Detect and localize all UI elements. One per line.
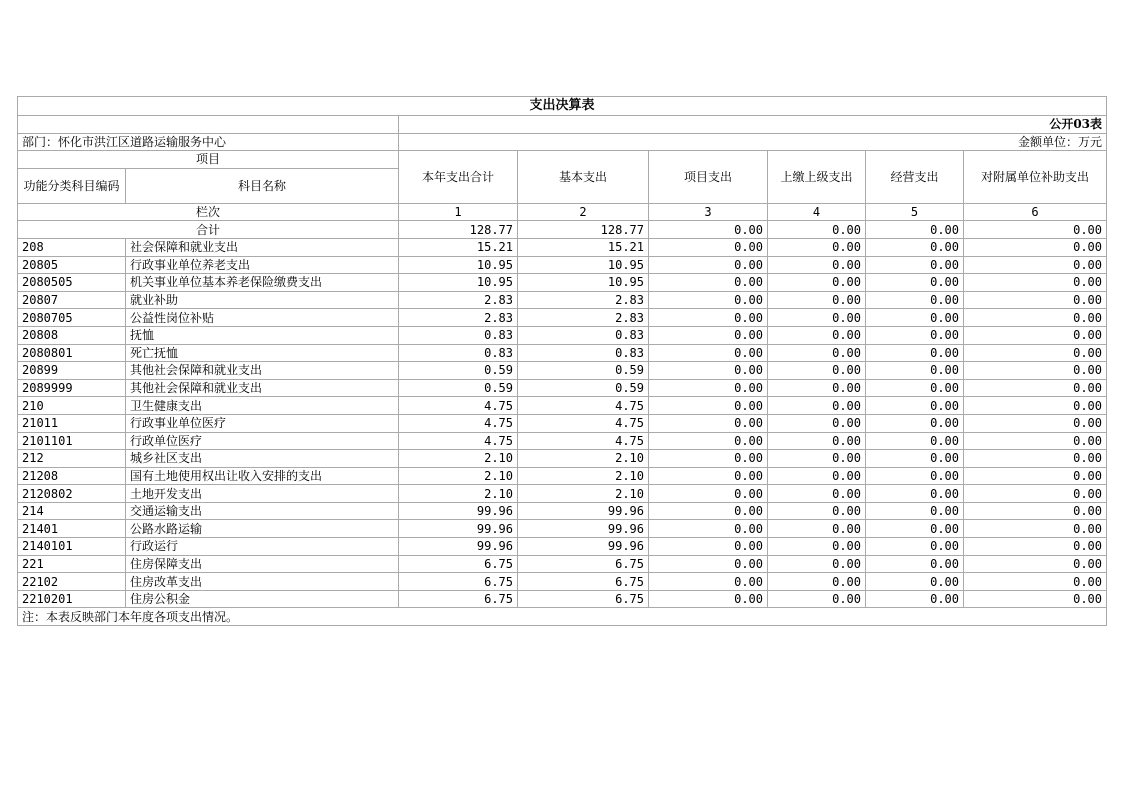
col-header-upper: 上缴上级支出 <box>768 151 866 204</box>
amount-cell: 0.00 <box>964 520 1107 538</box>
amount-cell: 99.96 <box>518 520 649 538</box>
amount-cell: 0.00 <box>768 238 866 256</box>
item-header: 项目 <box>18 151 399 169</box>
amount-cell: 0.00 <box>866 485 964 503</box>
amount-cell: 0.59 <box>399 379 518 397</box>
amount-cell: 0.00 <box>866 555 964 573</box>
amount-cell: 0.00 <box>964 502 1107 520</box>
subject-code-cell: 2080801 <box>18 344 126 362</box>
amount-cell: 0.00 <box>964 538 1107 556</box>
subject-name-cell: 土地开发支出 <box>126 485 399 503</box>
amount-cell: 0.00 <box>649 450 768 468</box>
amount-cell: 6.75 <box>399 555 518 573</box>
amount-cell: 0.00 <box>768 520 866 538</box>
amount-cell: 6.75 <box>518 555 649 573</box>
amount-cell: 0.00 <box>649 432 768 450</box>
amount-cell: 0.00 <box>964 274 1107 292</box>
amount-cell: 99.96 <box>518 502 649 520</box>
table-row <box>18 414 1107 432</box>
title-row <box>18 97 1107 116</box>
column-index-label: 栏次 <box>18 203 399 221</box>
amount-cell: 0.00 <box>964 573 1107 591</box>
table-row <box>18 326 1107 344</box>
amount-cell: 2.10 <box>399 485 518 503</box>
amount-cell: 0.00 <box>649 520 768 538</box>
table-title: 支出决算表 <box>18 97 1107 116</box>
amount-cell: 0.83 <box>399 326 518 344</box>
amount-cell: 0.00 <box>768 291 866 309</box>
amount-cell: 0.59 <box>518 379 649 397</box>
amount-cell: 0.00 <box>649 362 768 380</box>
amount-cell: 0.59 <box>518 362 649 380</box>
total-value-cell: 0.00 <box>768 221 866 239</box>
amount-cell: 0.00 <box>649 573 768 591</box>
amount-cell: 0.00 <box>649 291 768 309</box>
amount-cell: 99.96 <box>518 538 649 556</box>
total-row <box>18 221 1107 239</box>
subject-name-cell: 公益性岗位补贴 <box>126 309 399 327</box>
amount-cell: 0.00 <box>649 256 768 274</box>
subject-code-cell: 212 <box>18 450 126 468</box>
amount-cell: 4.75 <box>518 414 649 432</box>
col-header-basic: 基本支出 <box>518 151 649 204</box>
col-header-project: 项目支出 <box>649 151 768 204</box>
subject-name-cell: 行政单位医疗 <box>126 432 399 450</box>
amount-cell: 0.00 <box>866 397 964 415</box>
table-row <box>18 538 1107 556</box>
total-label: 合计 <box>18 221 399 239</box>
subject-name-cell: 城乡社区支出 <box>126 450 399 468</box>
amount-cell: 0.59 <box>399 362 518 380</box>
amount-cell: 0.00 <box>964 467 1107 485</box>
subject-code-cell: 20808 <box>18 326 126 344</box>
amount-cell: 2.10 <box>399 467 518 485</box>
amount-cell: 0.00 <box>768 485 866 503</box>
amount-cell: 0.00 <box>866 379 964 397</box>
amount-cell: 0.00 <box>866 590 964 608</box>
amount-cell: 0.00 <box>768 274 866 292</box>
form-number: 公开03表 <box>399 116 1107 134</box>
table-row <box>18 573 1107 591</box>
amount-cell: 99.96 <box>399 538 518 556</box>
amount-cell: 0.00 <box>649 397 768 415</box>
total-value-cell: 0.00 <box>964 221 1107 239</box>
table-row <box>18 397 1107 415</box>
subject-name-cell: 公路水路运输 <box>126 520 399 538</box>
total-value-cell: 128.77 <box>518 221 649 239</box>
column-index-row <box>18 203 1107 221</box>
amount-cell: 0.00 <box>866 256 964 274</box>
amount-cell: 2.83 <box>399 291 518 309</box>
amount-cell: 0.00 <box>768 309 866 327</box>
name-header: 科目名称 <box>126 168 399 203</box>
amount-cell: 0.00 <box>768 450 866 468</box>
unit-label: 金额单位：万元 <box>399 133 1107 151</box>
amount-cell: 99.96 <box>399 520 518 538</box>
amount-cell: 0.00 <box>866 573 964 591</box>
subject-name-cell: 卫生健康支出 <box>126 397 399 415</box>
amount-cell: 0.00 <box>964 309 1107 327</box>
amount-cell: 0.00 <box>768 555 866 573</box>
amount-cell: 0.00 <box>964 326 1107 344</box>
subject-name-cell: 其他社会保障和就业支出 <box>126 379 399 397</box>
subject-code-cell: 2210201 <box>18 590 126 608</box>
amount-cell: 6.75 <box>518 590 649 608</box>
amount-cell: 2.10 <box>518 467 649 485</box>
subject-code-cell: 221 <box>18 555 126 573</box>
amount-cell: 4.75 <box>399 397 518 415</box>
amount-cell: 0.00 <box>768 538 866 556</box>
header-row-1 <box>18 151 1107 169</box>
amount-cell: 0.00 <box>768 467 866 485</box>
table-row <box>18 555 1107 573</box>
amount-cell: 0.00 <box>964 555 1107 573</box>
amount-cell: 0.00 <box>649 379 768 397</box>
amount-cell: 0.00 <box>964 379 1107 397</box>
subject-name-cell: 住房改革支出 <box>126 573 399 591</box>
amount-cell: 0.00 <box>768 379 866 397</box>
amount-cell: 0.00 <box>649 502 768 520</box>
amount-cell: 0.00 <box>866 291 964 309</box>
amount-cell: 4.75 <box>518 432 649 450</box>
table-row <box>18 291 1107 309</box>
table-row <box>18 344 1107 362</box>
subject-code-cell: 20899 <box>18 362 126 380</box>
amount-cell: 0.00 <box>866 309 964 327</box>
subject-name-cell: 行政事业单位医疗 <box>126 414 399 432</box>
table-row <box>18 450 1107 468</box>
department-label: 部门：怀化市洪江区道路运输服务中心 <box>18 133 399 151</box>
subject-name-cell: 行政运行 <box>126 538 399 556</box>
amount-cell: 0.00 <box>866 450 964 468</box>
amount-cell: 0.00 <box>964 397 1107 415</box>
column-index-cell: 6 <box>964 203 1107 221</box>
amount-cell: 0.00 <box>866 538 964 556</box>
amount-cell: 0.00 <box>964 238 1107 256</box>
subject-code-cell: 2120802 <box>18 485 126 503</box>
amount-cell: 0.83 <box>399 344 518 362</box>
amount-cell: 10.95 <box>518 256 649 274</box>
amount-cell: 0.00 <box>768 256 866 274</box>
amount-cell: 0.00 <box>649 344 768 362</box>
amount-cell: 0.00 <box>768 397 866 415</box>
table-row <box>18 485 1107 503</box>
amount-cell: 0.00 <box>964 344 1107 362</box>
subject-code-cell: 214 <box>18 502 126 520</box>
subject-code-cell: 210 <box>18 397 126 415</box>
subject-name-cell: 社会保障和就业支出 <box>126 238 399 256</box>
form-number-row <box>18 116 1107 134</box>
column-index-cell: 1 <box>399 203 518 221</box>
amount-cell: 0.00 <box>964 590 1107 608</box>
subject-name-cell: 交通运输支出 <box>126 502 399 520</box>
amount-cell: 99.96 <box>399 502 518 520</box>
amount-cell: 0.00 <box>649 414 768 432</box>
subject-name-cell: 国有土地使用权出让收入安排的支出 <box>126 467 399 485</box>
subject-code-cell: 2089999 <box>18 379 126 397</box>
amount-cell: 0.00 <box>768 414 866 432</box>
amount-cell: 0.83 <box>518 344 649 362</box>
amount-cell: 0.83 <box>518 326 649 344</box>
subject-name-cell: 就业补助 <box>126 291 399 309</box>
amount-cell: 0.00 <box>649 590 768 608</box>
column-index-cell: 3 <box>649 203 768 221</box>
amount-cell: 2.83 <box>518 291 649 309</box>
table-row <box>18 379 1107 397</box>
amount-cell: 0.00 <box>768 502 866 520</box>
amount-cell: 4.75 <box>399 414 518 432</box>
amount-cell: 6.75 <box>399 573 518 591</box>
amount-cell: 0.00 <box>964 291 1107 309</box>
table-row <box>18 362 1107 380</box>
note-row <box>18 608 1107 626</box>
amount-cell: 0.00 <box>649 274 768 292</box>
amount-cell: 0.00 <box>768 362 866 380</box>
amount-cell: 2.83 <box>518 309 649 327</box>
amount-cell: 0.00 <box>964 485 1107 503</box>
subject-code-cell: 21401 <box>18 520 126 538</box>
amount-cell: 0.00 <box>964 362 1107 380</box>
subject-name-cell: 死亡抚恤 <box>126 344 399 362</box>
subject-name-cell: 住房保障支出 <box>126 555 399 573</box>
table-row <box>18 467 1107 485</box>
total-value-cell: 128.77 <box>399 221 518 239</box>
amount-cell: 0.00 <box>964 414 1107 432</box>
amount-cell: 0.00 <box>964 450 1107 468</box>
table-row <box>18 520 1107 538</box>
amount-cell: 0.00 <box>649 485 768 503</box>
subject-name-cell: 行政事业单位养老支出 <box>126 256 399 274</box>
table-note: 注：本表反映部门本年度各项支出情况。 <box>18 608 1107 626</box>
amount-cell: 0.00 <box>964 256 1107 274</box>
subject-code-cell: 21208 <box>18 467 126 485</box>
subject-name-cell: 住房公积金 <box>126 590 399 608</box>
subject-code-cell: 2140101 <box>18 538 126 556</box>
col-header-operating: 经营支出 <box>866 151 964 204</box>
amount-cell: 0.00 <box>964 432 1107 450</box>
column-index-cell: 4 <box>768 203 866 221</box>
col-header-total: 本年支出合计 <box>399 151 518 204</box>
code-header: 功能分类科目编码 <box>18 168 126 203</box>
table-row <box>18 590 1107 608</box>
amount-cell: 0.00 <box>768 432 866 450</box>
amount-cell: 0.00 <box>768 326 866 344</box>
col-header-subsidy: 对附属单位补助支出 <box>964 151 1107 204</box>
subject-code-cell: 21011 <box>18 414 126 432</box>
amount-cell: 0.00 <box>649 326 768 344</box>
amount-cell: 15.21 <box>518 238 649 256</box>
amount-cell: 2.10 <box>518 450 649 468</box>
amount-cell: 0.00 <box>768 590 866 608</box>
subject-code-cell: 2080505 <box>18 274 126 292</box>
table-row <box>18 309 1107 327</box>
amount-cell: 0.00 <box>866 238 964 256</box>
amount-cell: 0.00 <box>866 520 964 538</box>
amount-cell: 0.00 <box>866 326 964 344</box>
amount-cell: 0.00 <box>866 414 964 432</box>
amount-cell: 0.00 <box>866 274 964 292</box>
amount-cell: 6.75 <box>518 573 649 591</box>
subject-code-cell: 20805 <box>18 256 126 274</box>
expenditure-table <box>17 96 1107 626</box>
amount-cell: 4.75 <box>399 432 518 450</box>
total-value-cell: 0.00 <box>866 221 964 239</box>
amount-cell: 2.10 <box>399 450 518 468</box>
table-row <box>18 274 1107 292</box>
amount-cell: 10.95 <box>399 256 518 274</box>
subject-code-cell: 2101101 <box>18 432 126 450</box>
amount-cell: 0.00 <box>866 502 964 520</box>
amount-cell: 0.00 <box>649 467 768 485</box>
column-index-cell: 2 <box>518 203 649 221</box>
subject-code-cell: 22102 <box>18 573 126 591</box>
table-row <box>18 502 1107 520</box>
subject-name-cell: 机关事业单位基本养老保险缴费支出 <box>126 274 399 292</box>
amount-cell: 0.00 <box>649 309 768 327</box>
amount-cell: 0.00 <box>649 555 768 573</box>
amount-cell: 0.00 <box>866 344 964 362</box>
table-row <box>18 256 1107 274</box>
amount-cell: 6.75 <box>399 590 518 608</box>
amount-cell: 15.21 <box>399 238 518 256</box>
amount-cell: 0.00 <box>768 344 866 362</box>
table-row <box>18 238 1107 256</box>
subject-name-cell: 抚恤 <box>126 326 399 344</box>
amount-cell: 10.95 <box>399 274 518 292</box>
column-index-cell: 5 <box>866 203 964 221</box>
subject-code-cell: 20807 <box>18 291 126 309</box>
subject-name-cell: 其他社会保障和就业支出 <box>126 362 399 380</box>
amount-cell: 4.75 <box>518 397 649 415</box>
department-row <box>18 133 1107 151</box>
amount-cell: 10.95 <box>518 274 649 292</box>
total-value-cell: 0.00 <box>649 221 768 239</box>
amount-cell: 0.00 <box>768 573 866 591</box>
subject-code-cell: 2080705 <box>18 309 126 327</box>
amount-cell: 0.00 <box>649 238 768 256</box>
table-row <box>18 432 1107 450</box>
amount-cell: 0.00 <box>649 538 768 556</box>
amount-cell: 0.00 <box>866 467 964 485</box>
amount-cell: 2.10 <box>518 485 649 503</box>
subject-code-cell: 208 <box>18 238 126 256</box>
amount-cell: 2.83 <box>399 309 518 327</box>
amount-cell: 0.00 <box>866 362 964 380</box>
amount-cell: 0.00 <box>866 432 964 450</box>
